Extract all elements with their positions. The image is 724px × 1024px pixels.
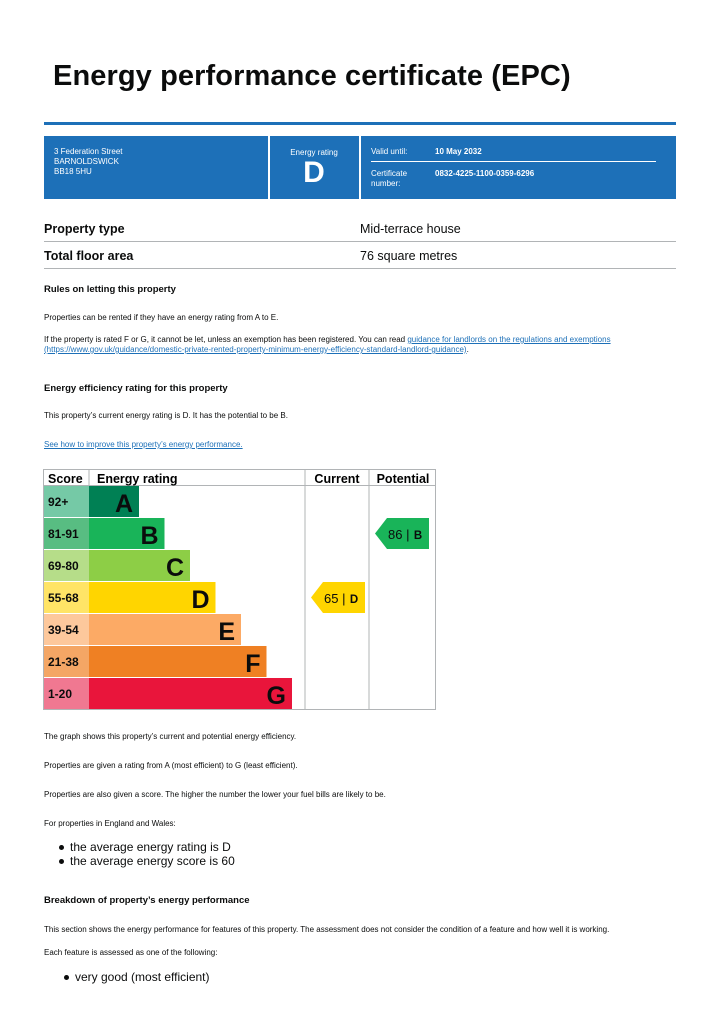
address [54, 147, 122, 177]
page-title: Energy performance certificate (EPC) [53, 60, 571, 92]
efficiency-heading: Energy efficiency rating for this property [44, 383, 228, 394]
property-type-label: Property type [44, 222, 125, 236]
rules-exemption-end: . [466, 345, 469, 354]
rating-column-header: Energy rating [97, 472, 178, 486]
valid-until-value: 10 May 2032 [435, 147, 482, 156]
band-letter-f: F [245, 650, 261, 678]
rating-explanation: Properties are given a rating from A (most efficient) to G (least efficient). [44, 761, 298, 770]
certificate-label-line: Certificate [371, 169, 408, 178]
band-letter-c: C [165, 554, 184, 582]
potential-column-header: Potential [376, 472, 430, 486]
average-score-bullet: the average energy score is 60 [70, 854, 235, 868]
rules-heading: Rules on letting this property [44, 284, 176, 295]
panel-rule [371, 161, 656, 162]
very-good-bullet: very good (most efficient) [75, 970, 210, 984]
band-bar-g [89, 678, 292, 709]
floor-area-label: Total floor area [44, 249, 134, 263]
band-score-e: 39-54 [48, 623, 79, 637]
england-wales-intro: For properties in England and Wales: [44, 819, 176, 828]
band-score-d: 55-68 [48, 591, 79, 605]
valid-until-label: Valid until: [371, 147, 408, 156]
property-type-value: Mid-terrace house [360, 222, 461, 236]
band-score-b: 81-91 [48, 527, 79, 541]
band-letter-a: A [114, 490, 133, 518]
band-score-g: 1-20 [48, 687, 73, 701]
band-letter-d: D [191, 586, 210, 614]
certificate-number-label [371, 169, 407, 189]
breakdown-paragraph: This section shows the energy performance for features of this property. The assessment does not consider the condition of a feature and how well it is working. [44, 925, 610, 934]
current-rating-score-label: 65 | [324, 591, 346, 606]
band-bar-f [89, 646, 267, 677]
average-rating-bullet: the average energy rating is D [70, 840, 231, 854]
potential-rating-score-label: 86 | [388, 527, 410, 542]
landlord-guidance-link-text: guidance for landlords on the regulations and exemptions [407, 335, 611, 344]
certificate-number-value: 0832-4225-1100-0359-6296 [435, 169, 535, 178]
efficiency-paragraph: This property’s current energy rating is D. It has the potential to be B. [44, 411, 288, 420]
energy-rating-letter: D [303, 156, 325, 189]
band-letter-e: E [218, 618, 235, 646]
score-explanation: Properties are also given a score. The higher the number the lower your fuel bills are likely to be. [44, 790, 386, 799]
address-line: 3 Federation Street [54, 147, 123, 156]
potential-rating-letter-label: B [413, 530, 423, 542]
band-score-c: 69-80 [48, 559, 79, 573]
address-line: BARNOLDSWICK [54, 157, 119, 166]
title-rule [44, 122, 676, 125]
breakdown-heading: Breakdown of property’s energy performance [44, 895, 250, 906]
band-score-a: 92+ [48, 495, 69, 509]
property-type-row [44, 215, 676, 242]
band-score-f: 21-38 [48, 655, 79, 669]
rules-exemption-paragraph [44, 335, 664, 355]
certificate-label-line: number: [371, 179, 401, 188]
floor-area-value: 76 square metres [360, 249, 458, 263]
landlord-guidance-url: (https://www.gov.uk/guidance/domestic-private-rented-property-minimum-energy-efficiency-standard-landlord-guidance) [44, 345, 467, 354]
energy-rating-chart [43, 469, 437, 711]
score-column-header: Score [48, 472, 83, 486]
current-rating-letter-label: D [349, 594, 359, 606]
floor-area-row [44, 242, 676, 269]
address-line: BB18 5HU [54, 167, 92, 176]
rules-paragraph: Properties can be rented if they have an energy rating from A to E. [44, 313, 279, 322]
panel-divider [359, 136, 361, 199]
current-column-header: Current [314, 472, 360, 486]
band-letter-g: G [266, 682, 286, 710]
graph-explanation: The graph shows this property’s current and potential energy efficiency. [44, 732, 297, 741]
rules-exemption-text: If the property is rated F or G, it cannot be let, unless an exemption has been registered. You can read [44, 335, 408, 344]
improve-performance-link[interactable]: See how to improve this property’s energy performance. [44, 440, 243, 449]
band-letter-b: B [140, 522, 159, 550]
assessment-intro: Each feature is assessed as one of the following: [44, 948, 218, 957]
summary-panel [44, 136, 676, 199]
energy-rating-label: Energy rating [290, 148, 338, 157]
